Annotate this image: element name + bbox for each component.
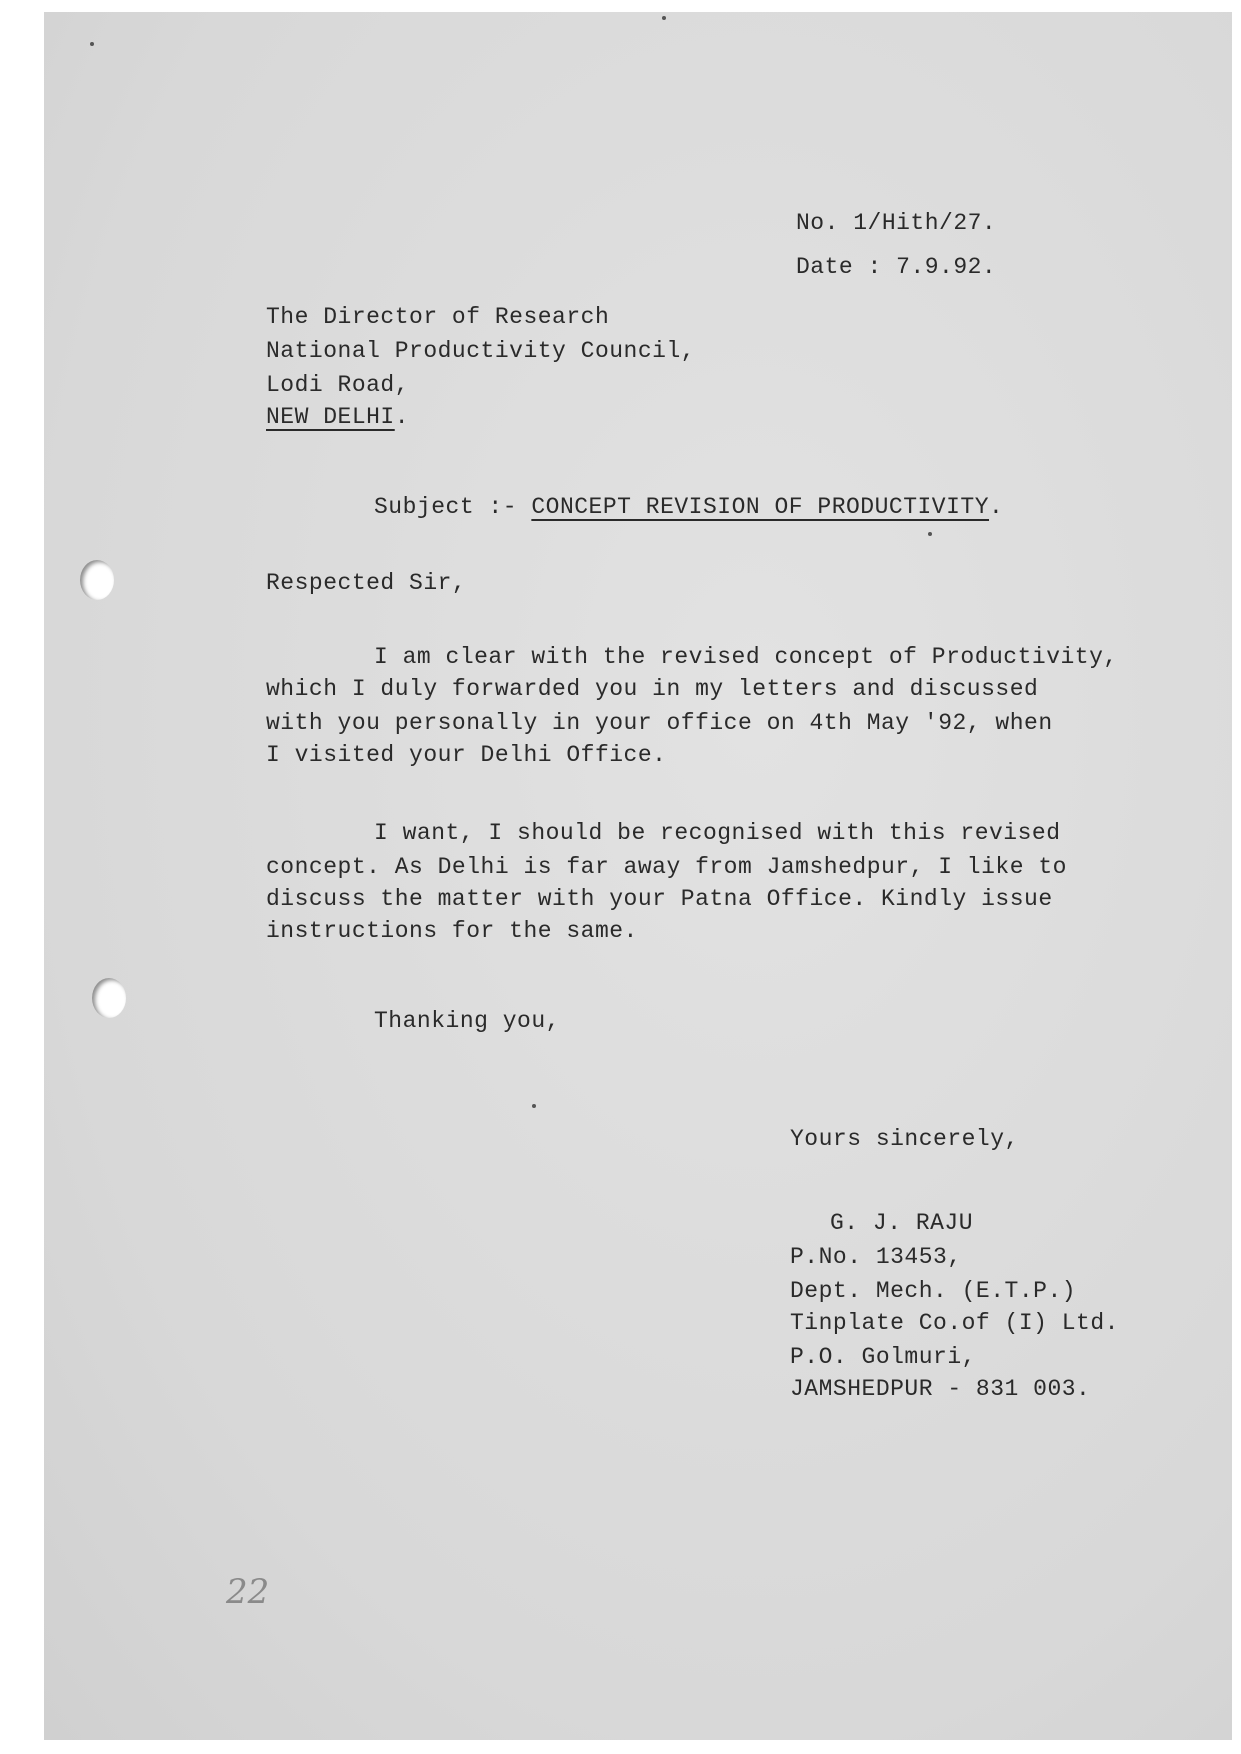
- paragraph-1-line-1: I am clear with the revised concept of Productivity,: [374, 644, 1118, 670]
- sender-company: Tinplate Co.of (I) Ltd.: [790, 1310, 1119, 1336]
- recipient-line-3: Lodi Road,: [266, 372, 410, 398]
- punch-hole-bottom: [92, 978, 126, 1018]
- subject-suffix: .: [989, 494, 1004, 520]
- recipient-line-2: National Productivity Council,: [266, 338, 696, 364]
- paragraph-1-line-3: with you personally in your office on 4th May '92, when: [266, 710, 1053, 736]
- speck: [928, 532, 932, 536]
- thanks-line: Thanking you,: [374, 1008, 560, 1034]
- subject-text: CONCEPT REVISION OF PRODUCTIVITY: [531, 494, 990, 520]
- letter-date: Date : 7.9.92.: [796, 254, 997, 280]
- speck: [90, 42, 94, 46]
- subject-line: [374, 494, 1003, 520]
- reference-number: No. 1/Hith/27.: [796, 210, 997, 236]
- sender-dept: Dept. Mech. (E.T.P.): [790, 1278, 1077, 1304]
- closing-line: Yours sincerely,: [790, 1126, 1019, 1152]
- sender-po: P.O. Golmuri,: [790, 1344, 976, 1370]
- recipient-city: [266, 404, 409, 430]
- paragraph-1-line-2: which I duly forwarded you in my letters and discussed: [266, 676, 1039, 702]
- salutation: Respected Sir,: [266, 570, 467, 596]
- speck: [532, 1104, 536, 1108]
- paragraph-2-line-4: instructions for the same.: [266, 918, 638, 944]
- sender-pno: P.No. 13453,: [790, 1244, 962, 1270]
- paragraph-2-line-2: concept. As Delhi is far away from Jamshedpur, I like to: [266, 854, 1067, 880]
- speck: [662, 16, 666, 20]
- letter-page: [44, 12, 1232, 1740]
- sender-city: JAMSHEDPUR - 831 003.: [790, 1376, 1091, 1402]
- paragraph-2-line-1: I want, I should be recognised with this revised: [374, 820, 1061, 846]
- paragraph-1-line-4: I visited your Delhi Office.: [266, 742, 667, 768]
- recipient-city-suffix: .: [394, 404, 410, 430]
- paragraph-2-line-3: discuss the matter with your Patna Office. Kindly issue: [266, 886, 1053, 912]
- recipient-line-1: The Director of Research: [266, 304, 610, 330]
- sender-name: G. J. RAJU: [830, 1210, 974, 1236]
- handwritten-page-mark: 22: [226, 1572, 270, 1612]
- punch-hole-top: [80, 560, 114, 600]
- recipient-city-name: NEW DELHI: [266, 404, 395, 430]
- subject-label: Subject :-: [374, 494, 518, 520]
